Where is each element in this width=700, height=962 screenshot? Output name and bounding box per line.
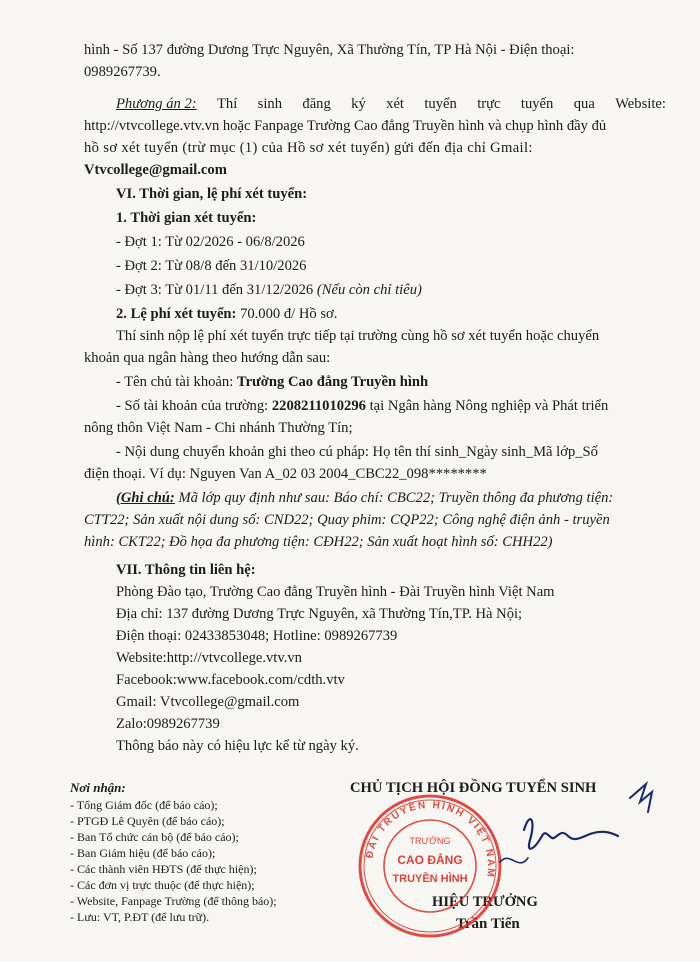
round-3 — [116, 280, 422, 300]
option2-word: Thí — [217, 96, 238, 112]
contact-zalo: Zalo:0989267739 — [116, 716, 220, 732]
option2-word: đăng — [302, 96, 331, 112]
transfer-content-2: điện thoại. Ví dụ: Nguyen Van A_02 03 2004_CBC22_098******** — [84, 466, 487, 482]
account-branch: nông thôn Việt Nam - Chi nhánh Thường Tín; — [84, 420, 353, 436]
round-2: - Đợt 2: Từ 08/8 đến 31/10/2026 — [116, 258, 307, 274]
recipient-item: - Các thành viên HĐTS (để thực hiện); — [70, 862, 257, 876]
handwritten-signature — [470, 780, 690, 890]
fee-label: 2. Lệ phí xét tuyển: — [116, 306, 237, 322]
account-holder — [116, 372, 428, 392]
recipients-title: Nơi nhận: — [70, 780, 126, 795]
option2-word: tuyển — [424, 96, 457, 112]
fee-instruction-1: Thí sinh nộp lệ phí xét tuyển trực tiếp tại trường cùng hồ sơ xét tuyển hoặc chuyển — [116, 328, 600, 344]
account-holder-value: Trường Cao đẳng Truyền hình — [236, 374, 429, 390]
option2-word: Website: — [615, 96, 666, 112]
option2-word: qua — [573, 96, 595, 112]
seal-line-2: CAO ĐẲNG — [397, 853, 463, 867]
fee-instruction-2: khoản qua ngân hàng theo hướng dẫn sau: — [84, 350, 331, 366]
round-3-text: - Đợt 3: Từ 01/11 đến 31/12/2026 — [116, 282, 314, 298]
recipient-item: - PTGĐ Lê Quyên (để báo cáo); — [70, 814, 225, 828]
recipient-item: - Tổng Giám đốc (để báo cáo); — [70, 798, 218, 812]
account-number: 2208211010296 — [271, 398, 366, 414]
option2-line-2: http://vtvcollege.vtv.vn hoặc Fanpage Trường Cao đẳng Truyền hình và chụp hình đầy đủ — [84, 118, 607, 134]
note-label: (Ghi chú: — [116, 490, 175, 506]
contact-phone: Điện thoại: 02433853048; Hotline: 0989267739 — [116, 628, 398, 644]
effect-statement: Thông báo này có hiệu lực kể từ ngày ký. — [116, 738, 359, 754]
round-1: - Đợt 1: Từ 02/2026 - 06/8/2026 — [116, 234, 305, 250]
recipient-item: - Các đơn vị trực thuộc (để thực hiện); — [70, 878, 255, 892]
section6-sub1: 1. Thời gian xét tuyển: — [116, 210, 257, 226]
account-number-label: - Số tài khoản của trường: — [116, 398, 269, 414]
option2-email: Vtvcollege@gmail.com — [84, 162, 227, 178]
recipient-item: - Ban Giám hiệu (để báo cáo); — [70, 846, 216, 860]
seal-ring-text: ĐÀI TRUYỀN HÌNH VIỆT NAM — [364, 799, 497, 880]
recipient-item: - Website, Fanpage Trường (để thông báo); — [70, 894, 277, 908]
note-line-1 — [116, 488, 613, 508]
contact-dept: Phòng Đào tạo, Trường Cao đẳng Truyền hình - Đài Truyền hình Việt Nam — [116, 584, 555, 600]
intro-line-1: hình - Số 137 đường Dương Trực Nguyên, Xã Thường Tín, TP Hà Nội - Điện thoại: — [84, 42, 575, 58]
recipient-item: - Lưu: VT, P.ĐT (để lưu trữ). — [70, 910, 210, 924]
note-line-3: hình: CKT22; Đồ họa đa phương tiện: CĐH22; Sản xuất hoạt hình số: CHH22) — [84, 534, 553, 550]
council-title: CHỦ TỊCH HỘI ĐỒNG TUYỂN SINH — [350, 780, 597, 796]
option2-line-3: hồ sơ xét tuyển (trừ mục (1) của Hồ sơ xét tuyển) gửi đến địa chỉ Gmail: — [84, 140, 533, 156]
recipient-item: - Ban Tổ chức cán bộ (để báo cáo); — [70, 830, 239, 844]
option2-word: ký — [351, 96, 366, 112]
signer-name: Trần Tiến — [456, 916, 520, 932]
transfer-content-1: - Nội dung chuyển khoản ghi theo cú pháp: Họ tên thí sinh_Ngày sinh_Mã lớp_Số — [116, 444, 598, 460]
intro-line-2: 0989267739. — [84, 64, 161, 80]
option2-word: trực — [477, 96, 501, 112]
option2-word: sinh — [257, 96, 282, 112]
signer-role: HIỆU TRƯỞNG — [432, 894, 538, 910]
account-bank: tại Ngân hàng Nông nghiệp và Phát triển — [369, 398, 609, 414]
account-holder-label: - Tên chủ tài khoản: — [116, 374, 234, 390]
account-number-line — [116, 396, 608, 416]
note-text-1: Mã lớp quy định như sau: Báo chí: CBC22; Truyền thông đa phương tiện: — [178, 490, 614, 506]
contact-address: Địa chỉ: 137 đường Dương Trực Nguyên, xã Thường Tín,TP. Hà Nội; — [116, 606, 523, 622]
round-3-note: (Nếu còn chỉ tiêu) — [316, 282, 422, 298]
option2-word: tuyến — [520, 96, 554, 112]
option2-label: Phương án 2: — [116, 96, 197, 112]
fee-line — [116, 304, 337, 324]
section7-heading: VII. Thông tin liên hệ: — [116, 562, 256, 578]
fee-value: 70.000 đ/ Hồ sơ. — [240, 306, 338, 322]
seal-line-3: TRUYỀN HÌNH — [392, 873, 468, 885]
option2-line-1 — [84, 94, 666, 114]
contact-gmail: Gmail: Vtvcollege@gmail.com — [116, 694, 300, 710]
contact-website: Website:http://vtvcollege.vtv.vn — [116, 650, 302, 666]
contact-facebook: Facebook:www.facebook.com/cdth.vtv — [116, 672, 345, 688]
seal-line-1: TRƯỜNG — [409, 836, 451, 846]
note-line-2: CTT22; Sản xuất nội dung số: CND22; Quay phim: CQP22; Công nghệ điện ảnh - truyền — [84, 512, 610, 528]
option2-word: xét — [386, 96, 404, 112]
section6-heading: VI. Thời gian, lệ phí xét tuyển: — [116, 186, 308, 202]
